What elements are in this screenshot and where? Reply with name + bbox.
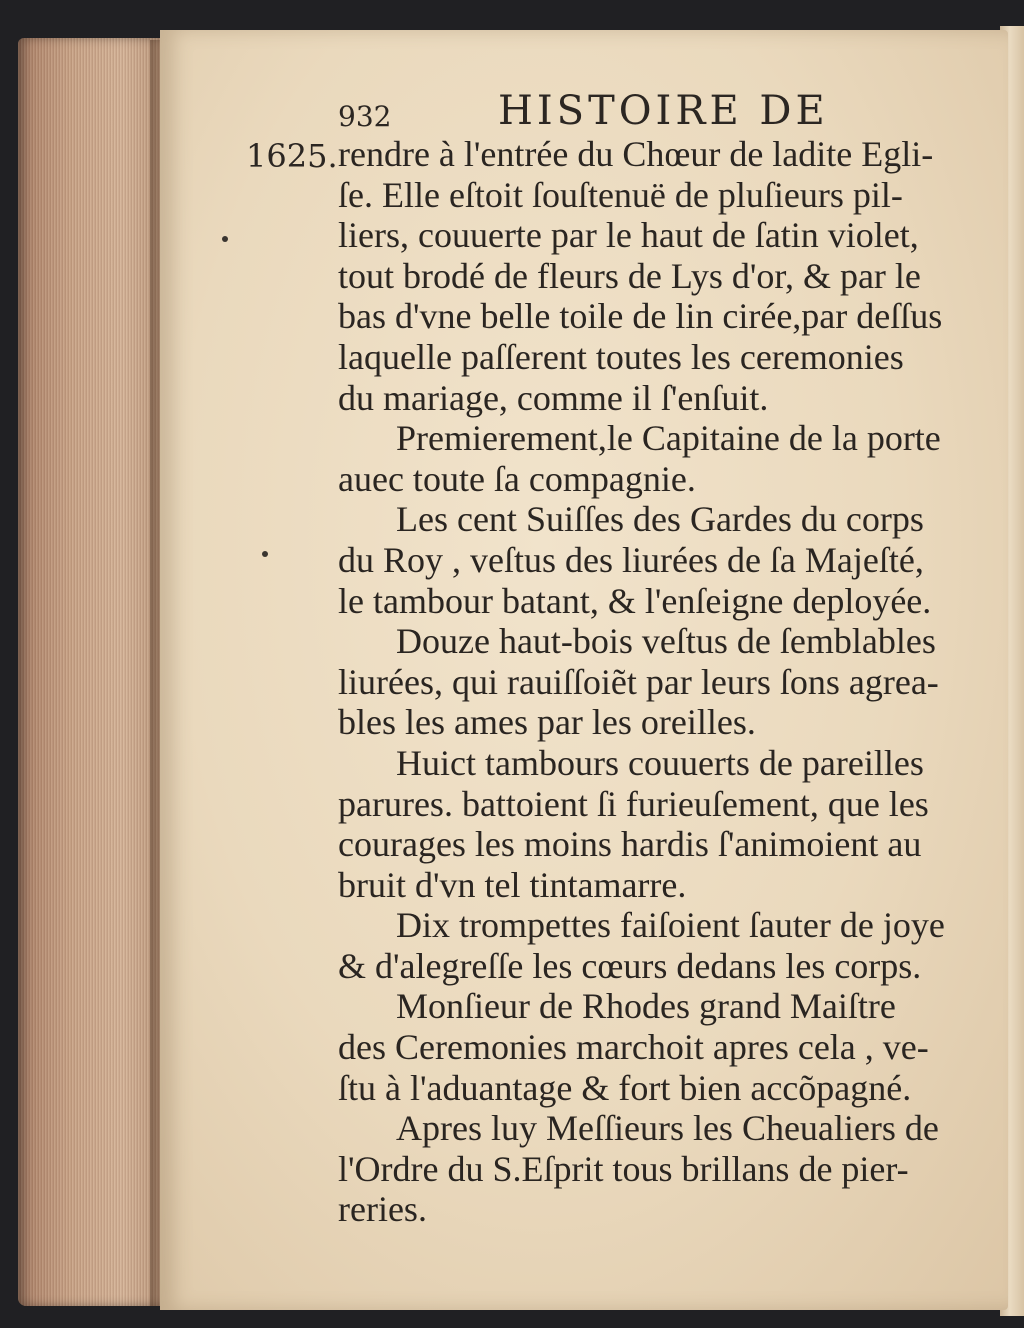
- text-line: bles les ames par les oreilles.: [338, 702, 756, 743]
- text-line: Monſieur de Rhodes grand Maiſtre: [396, 986, 896, 1027]
- text-line: Apres luy Meſſieurs les Cheualiers de: [396, 1108, 939, 1149]
- margin-year: 1625.: [246, 137, 338, 175]
- text-line: le tambour batant, & l'enſeigne deployée.: [338, 580, 932, 621]
- text-line: des Ceremonies marchoit apres cela , ve-: [338, 1027, 929, 1068]
- text-line: du mariage, comme il ſ'enſuit.: [338, 377, 769, 418]
- text-line: & d'alegreſſe les cœurs dedans les corps.: [338, 945, 922, 986]
- text-line: Huict tambours couuerts de pareilles: [396, 742, 924, 783]
- text-line: bas d'vne belle toile de lin cirée,par deſſus: [338, 296, 943, 337]
- text-line: du Roy , veſtus des liurées de ſa Majeſté,: [338, 539, 924, 580]
- text-line: Douze haut-bois veſtus de ſemblables: [396, 621, 936, 662]
- running-title: HISTOIRE DE: [498, 88, 829, 134]
- text-line: tout brodé de fleurs de Lys d'or, & par le: [338, 255, 921, 296]
- book-page-edges: [18, 38, 168, 1306]
- text-line: Les cent Suiſſes des Gardes du corps: [396, 499, 924, 540]
- text-line: liers, couuerte par le haut de ſatin violet,: [338, 215, 919, 256]
- text-line: liurées, qui rauiſſoiẽt par leurs ſons agrea-: [338, 661, 939, 702]
- text-line: auec toute ſa compagnie.: [338, 458, 696, 499]
- text-line: courages les moins hardis ſ'animoient au: [338, 824, 922, 865]
- page-number: 932: [338, 100, 392, 133]
- text-line: Premierement,le Capitaine de la porte: [396, 418, 941, 459]
- text-line: bruit d'vn tel tintamarre.: [338, 864, 687, 905]
- text-line: reries.: [338, 1189, 427, 1230]
- text-line: rendre à l'entrée du Chœur de ladite Egli-: [338, 134, 934, 174]
- ink-speck: [222, 236, 228, 242]
- text-line: parures. battoient ſi furieuſement, que les: [338, 783, 929, 824]
- text-line: ſtu à l'aduantage & fort bien accõpagné.: [338, 1067, 912, 1108]
- text-line: Dix trompettes faiſoient ſauter de joye: [396, 905, 945, 946]
- running-head: [338, 88, 858, 138]
- ink-speck: [262, 551, 268, 557]
- body-text: [338, 134, 958, 1230]
- text-line: laquelle paſſerent toutes les ceremonies: [338, 336, 904, 377]
- text-line: ſe. Elle eſtoit ſouſtenuë de pluſieurs pil-: [338, 174, 903, 215]
- text-line: l'Ordre du S.Eſprit tous brillans de pier-: [338, 1148, 909, 1189]
